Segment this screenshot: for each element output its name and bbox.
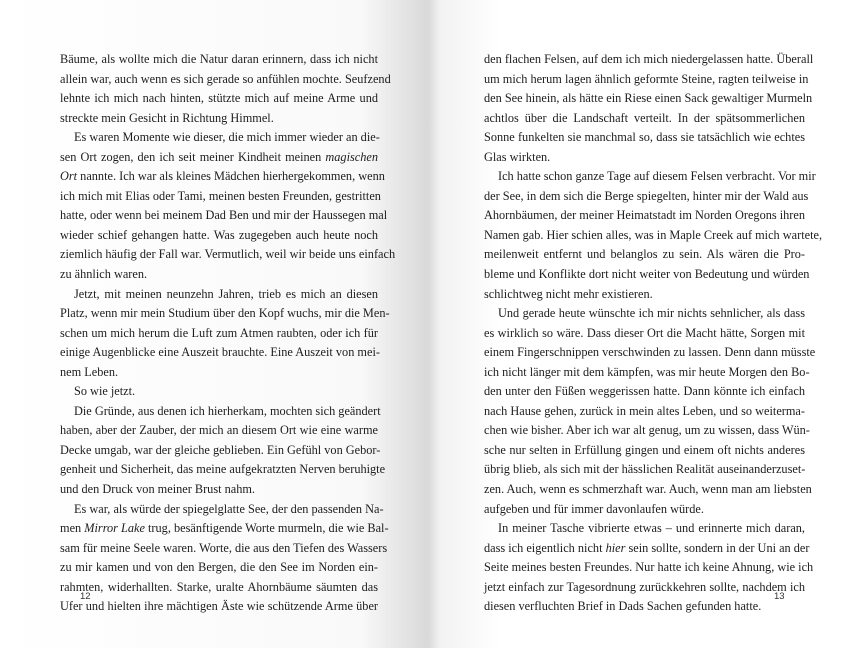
text-line: achtlos über die Landschaft verteilt. In der spätsommerlichen [484,110,805,125]
text-line: Ufer und hielten ihre mächtigen Äste wie schützende Arme über [60,599,378,614]
text-line [484,539,810,559]
text-line: genheit und Sicherheit, das meine aufgekratzten Nerven beruhigte [60,462,386,477]
paragraph-start-line: Jetzt, mit meinen neunzehn Jahren, trieb es mich an diesen [74,286,378,301]
paragraph-start-line: Und gerade heute wünschte ich mir nichts sehnlicher, als dass [498,306,805,321]
text-line: einige Augenblicke eine Auszeit brauchte. Eine Auszeit von mei- [60,345,380,360]
text-line: den flachen Felsen, auf dem ich mich niedergelassen hatte. Überall [484,52,814,66]
text-line: Decke umgab, war der gleiche geblieben. Ein Gefühl von Gebor- [60,442,381,457]
text-line: um mich herum lagen ähnlich geformte Steine, ragten teilweise in [484,71,809,86]
text-line: und den Druck von meiner Brust nahm. [60,482,256,497]
paragraph-start-line: In meiner Tasche vibrierte etwas – und erinnerte mich daran, [498,521,805,536]
text-segment: sen Ort zogen, den ich seit meiner Kindheit meinen [60,149,322,164]
text-line: allein war, auch wenn es sich gerade so anfühlen mochte. Seufzend [60,71,391,86]
text-line: Namen gab. Hier schien alles, was in Maple Creek auf mich wartete, [484,227,823,242]
text-line: rahmten, widerhallten. Starke, uralte Ahornbäume säumten das [60,579,378,594]
text-line: diesen verfluchten Brief in Dads Sachen gefunden hatte. [484,599,762,614]
text-line: Bäume, als wollte mich die Natur daran erinnern, dass ich nicht [60,52,378,66]
text-line: hatte, oder wenn bei meinem Dad Ben und mir der Haussegen mal [60,208,388,223]
text-line: Seite meines besten Freundes. Nur hatte ich keine Ahnung, wie ich [484,560,814,575]
italic-word: magischen [325,149,378,164]
text-segment: dass ich eigentlich nicht [484,540,603,555]
text-line: aufgeben und für immer davonlaufen würde. [484,501,704,516]
paragraph-start-line: Die Gründe, aus denen ich hierherkam, mochten sich geändert [74,403,381,418]
text-line: Sonne funkelten sie manchmal so, dass sie tatsächlich wie echtes [484,130,805,145]
right-page-text [484,50,823,617]
text-line: einem Fingerschnippen verschwinden zu lassen. Denn dann müsste [484,345,816,360]
italic-word: Ort [60,169,78,184]
text-segment: sein sollte, sondern in der Uni an der [628,540,810,555]
text-line [60,148,378,168]
text-line: den See hinein, als hätte ein Riese einen Sack gewaltiger Murmeln [484,91,813,106]
text-line [60,519,389,539]
text-segment: nannte. Ich war als kleines Mädchen hierhergekommen, wenn [80,169,385,184]
text-line: Ahornbäumen, der meiner Heimatstadt im Norden Oregons ihren [484,208,805,223]
paragraph-start-line: Es war, als würde der spiegelglatte See, der den passenden Na- [74,501,384,516]
text-line: Platz, wenn mir mein Studium über den Kopf wuchs, mir die Men- [60,306,390,321]
left-page-text [60,50,396,617]
text-line: es wirklich so wäre. Dass dieser Ort die Macht hätte, Sorgen mit [484,325,805,340]
text-line: ich nicht länger mit dem kämpfen, was mir heute Morgen den Bo- [484,364,810,379]
text-line: nem Leben. [60,364,119,379]
text-line: Glas wirkten. [484,149,551,164]
text-line: jetzt einfach zur Tagesordnung zurückkehren sollte, nachdem ich [484,579,805,594]
text-line [60,167,385,187]
page-number: 13 [774,591,785,602]
paragraph-start-line: So wie jetzt. [74,384,136,399]
text-line: ich mich mit Elias oder Tami, meinen besten Freunden, gestritten [60,188,381,203]
text-line: zen. Auch, wenn es schmerzhaft war. Auch, wenn man am liebsten [484,482,812,497]
text-line: meilenweit entfernt und belanglos zu sein. Als wären die Pro- [484,247,805,262]
text-line: schen um mich herum die Luft zum Atmen raubten, oder ich für [60,325,378,340]
text-line: wieder schief gehangen hatte. Was zugegeben auch heute noch [60,227,378,242]
text-line: bleme und Konflikte dort nicht weiter von Bedeutung und würden [484,267,810,282]
text-line: den unter den Füßen weggerissen hatte. Dann könnte ich einfach [484,384,805,399]
text-line: haben, aber der Zauber, der mich an diesem Ort wie eine warme [60,423,378,438]
text-segment: trug, besänftigende Worte murmeln, die wie Bal- [148,521,389,536]
text-line: sam für meine Seele waren. Worte, die aus den Tiefen des Wassers [60,540,388,555]
text-line: sche nur selten in Erfüllung gingen und einem oft nichts anderes [484,442,805,457]
page-number: 12 [80,591,91,602]
text-line: streckte mein Gesicht in Richtung Himmel. [60,110,274,125]
italic-phrase: Mirror Lake [84,521,145,536]
text-line: nach Hause gehen, zurück in mein altes Leben, und so weiterma- [484,403,805,418]
text-line: chen wie bisher. Aber ich war alt genug, um zu wissen, dass Wün- [484,423,810,438]
text-line: schlichtweg nicht mehr existieren. [484,286,653,301]
italic-word: hier [605,540,626,555]
text-line: zu ähnlich waren. [60,267,148,282]
text-line: übrig blieb, als sich mit der hässlichen Realität auseinanderzuset- [484,462,806,477]
text-line: ziemlich häufig der Fall war. Vermutlich, weil wir beide uns einfach [60,247,396,262]
text-line: der See, in dem sich die Berge spiegelten, hinter mir der Wald aus [484,188,809,203]
paragraph-start-line: Ich hatte schon ganze Tage auf diesem Felsen verbracht. Vor mir [498,169,816,184]
text-line: lehnte ich mich nach hinten, stützte mich auf meine Arme und [60,91,378,106]
text-line: zu mir kamen und von den Bergen, die den See im Norden ein- [60,560,378,575]
text-segment: men [60,521,82,536]
right-page [431,0,862,648]
paragraph-start-line: Es waren Momente wie dieser, die mich immer wieder an die- [74,130,380,145]
